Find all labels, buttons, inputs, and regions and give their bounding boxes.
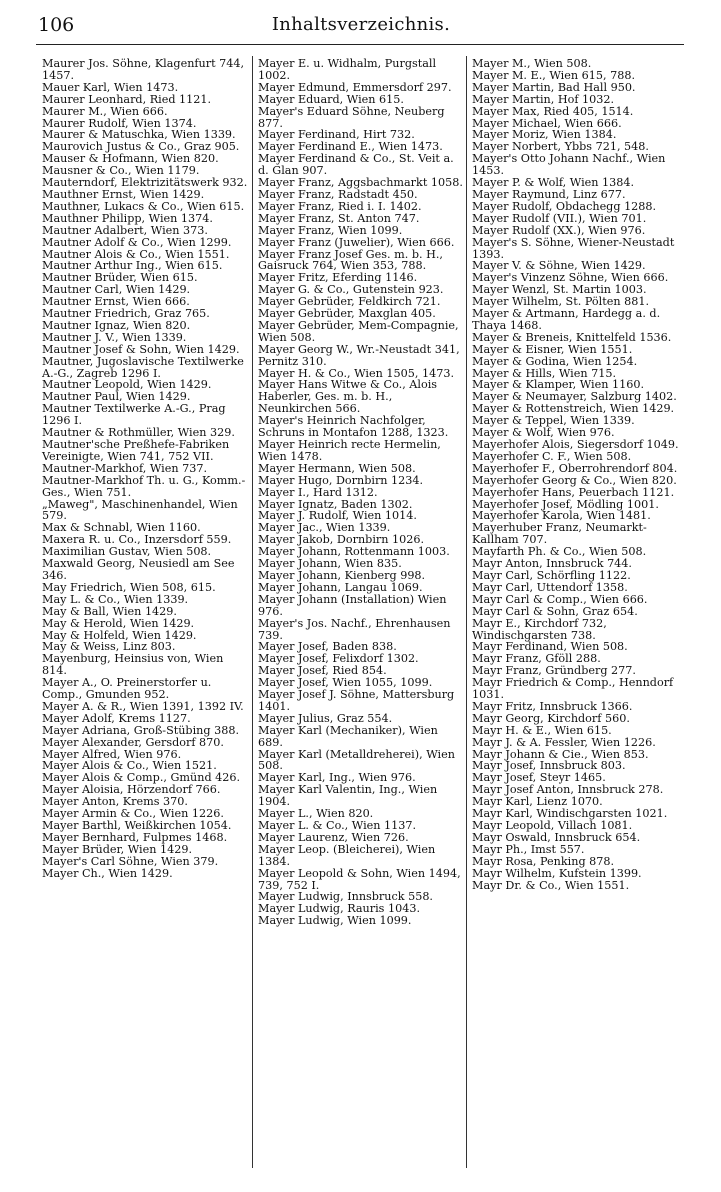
index-entry: Mayr Ph., Imst 557. [472, 842, 585, 856]
index-entry: Maurer & Matuschka, Wien 1339. [42, 128, 236, 142]
index-entry: Mayer L., Wien 820. [258, 807, 374, 821]
index-entry: Mayer Hans Witwe & Co., Alois Haberler, Ges. m. b. H., Neunkirchen 566. [258, 378, 438, 416]
index-entry: Mauterndorf, Elektrizitätswerk 932. [42, 176, 248, 190]
index-entry: Mautner Brüder, Wien 615. [42, 271, 198, 285]
index-entry: Mayer Martin, Bad Hall 950. [472, 80, 636, 94]
page-number: 106 [38, 14, 75, 36]
index-entry: Mayer Alexander, Gersdorf 870. [42, 735, 224, 749]
index-entry: Mayr Anton, Innsbruck 744. [472, 557, 632, 571]
index-entry: Mayer V. & Söhne, Wien 1429. [472, 259, 646, 273]
index-entry: Mayer Ferdinand, Hirt 732. [258, 128, 415, 142]
index-entry: Mautner Ernst, Wien 666. [42, 295, 190, 309]
index-entry: Mayer Franz, Radstadt 450. [258, 187, 418, 201]
index-entry: Mayer & Neumayer, Salzburg 1402. [472, 390, 677, 404]
index-entry: Mayer Josef, Ried 854. [258, 664, 387, 678]
index-entry: Maximilian Gustav, Wien 508. [42, 545, 212, 559]
index-entry: Mayer Barthl, Weißkirchen 1054. [42, 819, 232, 832]
index-entry: Mayer's Vinzenz Söhne, Wien 666. [472, 271, 669, 285]
index-entry: Mayr Franz, Gföll 288. [472, 652, 601, 666]
index-entry: Maxwald Georg, Neusiedl am See 346. [42, 557, 235, 582]
index-entry: Mayer Alois & Co., Wien 1521. [42, 759, 217, 773]
index-entry: Mayr Carl & Comp., Wien 666. [472, 592, 648, 606]
index-entry: Maurer Leonhard, Ried 1121. [42, 92, 212, 106]
index-entry: Mayr Wilhelm, Kufstein 1399. [472, 866, 642, 880]
index-entry: Mayer Karl, Ing., Wien 976. [258, 771, 416, 785]
index-entry: Mayer Johann, Rottenmann 1003. [258, 545, 450, 559]
index-entry: Mautner Textilwerke A.-G., Prag 1296 I. [42, 402, 226, 428]
index-entry: Mayer & Artmann, Hardegg a. d. Thaya 1468. [472, 307, 661, 332]
index-entry: Mayer Franz, Aggsbachmarkt 1058. [258, 176, 463, 190]
index-entry: Maurer Jos. Söhne, Klagenfurt 744, 1457. [42, 57, 245, 82]
index-entry: Mayer Martin, Hof 1032. [472, 92, 615, 106]
index-entry: Mayer Max, Ried 405, 1514. [472, 104, 634, 118]
index-entry: Mayerhuber Franz, Neumarkt-Kallham 707. [472, 521, 647, 547]
index-entry: Mayenburg, Heinsius von, Wien 814. [42, 652, 224, 678]
index-entry: May & Weiss, Linz 803. [42, 640, 176, 654]
index-entry: Mautner J. V., Wien 1339. [42, 330, 187, 344]
index-entry: Mayer Ludwig, Wien 1099. [258, 914, 412, 928]
index-entry: Mayer Johann, Langau 1069. [258, 580, 423, 594]
index-entry: Mayr Karl, Lienz 1070. [472, 795, 603, 809]
index-entry: Mauthner Philipp, Wien 1374. [42, 211, 213, 225]
index-entry: Mayer & Teppel, Wien 1339. [472, 414, 635, 428]
index-entry: Mayer M. E., Wien 615, 788. [472, 68, 636, 82]
index-entry: Mayer Karl (Metalldreherei), Wien 508. [258, 747, 455, 773]
index-entry: Mayer Brüder, Wien 1429. [42, 842, 193, 856]
page-title: Inhaltsverzeichnis. [271, 14, 451, 35]
index-entry: Mayer Franz, Ried i. I. 1402. [258, 199, 422, 213]
index-entry: Mauer Karl, Wien 1473. [42, 80, 179, 94]
index-entry: Mayer Gebrüder, Mem-Compagnie, Wien 508. [258, 318, 459, 344]
index-entry: Mayer Aloisia, Hörzendorf 766. [42, 783, 221, 797]
index-entry: Mayer Franz (Juwelier), Wien 666. [258, 235, 455, 249]
index-entry: Mayer Fritz, Eferding 1146. [258, 271, 418, 285]
header-rule [36, 44, 684, 45]
index-entry: Mayr Fritz, Innsbruck 1366. [472, 699, 633, 713]
index-entry: Max & Schnabl, Wien 1160. [42, 521, 201, 535]
index-entry: Mayer Franz, St. Anton 747. [258, 211, 420, 225]
index-entry: Mautner Adolf & Co., Wien 1299. [42, 235, 232, 249]
index-entry: Mautner & Rothmüller, Wien 329. [42, 426, 235, 440]
index-entry: Mayr Karl, Windischgarsten 1021. [472, 807, 668, 821]
index-entry: Mayer Franz Josef Ges. m. b. H., Gaisruck 764, Wien 353, 788. [258, 247, 443, 273]
index-entry: Mayer A. & R., Wien 1391, 1392 IV. [42, 699, 244, 713]
index-entry: Mautner Leopold, Wien 1429. [42, 378, 212, 392]
index-entry: Mayr Josef, Steyr 1465. [472, 771, 606, 785]
index-entry: Mauthner, Lukacs & Co., Wien 615. [42, 199, 245, 213]
index-entry: Mayer Wilhelm, St. Pölten 881. [472, 295, 649, 309]
index-column-1 [42, 58, 248, 880]
index-entry: Mayer Rudolf (XX.), Wien 976. [472, 223, 646, 237]
index-entry: Mautner Arthur Ing., Wien 615. [42, 259, 223, 273]
index-entry: Mayerhofer Josef, Mödling 1001. [472, 497, 659, 511]
index-entry: Mayer Wenzl, St. Martin 1003. [472, 283, 647, 297]
index-entry: May L. & Co., Wien 1339. [42, 592, 189, 606]
index-entry: Mautner Alois & Co., Wien 1551. [42, 247, 230, 261]
index-entry: Mayer & Godina, Wien 1254. [472, 354, 638, 368]
index-entry: Mayr Leopold, Villach 1081. [472, 819, 633, 832]
index-entry: Mayerhofer Karola, Wien 1481. [472, 509, 651, 523]
index-entry: Mayer Adriana, Groß-Stübing 388. [42, 723, 240, 737]
index-entry: Mayer's S. Söhne, Wiener-Neustadt 1393. [472, 235, 675, 261]
index-entry: May & Holfeld, Wien 1429. [42, 628, 197, 642]
index-entry: Maurovich Justus & Co., Graz 905. [42, 140, 240, 154]
index-entry: Mayr H. & E., Wien 615. [472, 723, 612, 737]
index-entry: Mayer Georg W., Wr.-Neustadt 341, Pernitz 310. [258, 342, 460, 368]
index-entry: Mayer Gebrüder, Feldkirch 721. [258, 295, 441, 309]
index-entry: Mautner Josef & Sohn, Wien 1429. [42, 342, 240, 356]
page-header [38, 14, 684, 40]
index-entry: Mayer Moriz, Wien 1384. [472, 128, 617, 142]
index-entry: Mayer Alfred, Wien 976. [42, 747, 182, 761]
index-entry: Mayer Bernhard, Fulpmes 1468. [42, 830, 228, 844]
index-entry: Mayer A., O. Preinerstorfer u. Comp., Gmunden 952. [42, 676, 212, 702]
index-entry: Mayfarth Ph. & Co., Wien 508. [472, 545, 647, 559]
index-entry: „Maweg", Maschinenhandel, Wien 579. [42, 497, 238, 523]
index-entry: Mayr Johann & Cie., Wien 853. [472, 747, 649, 761]
index-entry: Mayer Gebrüder, Maxglan 405. [258, 307, 436, 321]
index-entry: Mayer I., Hard 1312. [258, 485, 378, 499]
index-entry: Mayr Josef Anton, Innsbruck 278. [472, 783, 664, 797]
index-entry: Mayer's Eduard Söhne, Neuberg 877. [258, 104, 445, 130]
index-entry: Mayer Rudolf (VII.), Wien 701. [472, 211, 647, 225]
index-entry: Mayer Alois & Comp., Gmünd 426. [42, 771, 241, 785]
index-entry: Mayer Ignatz, Baden 1302. [258, 497, 413, 511]
index-entry: Mayr Franz, Gründberg 277. [472, 664, 636, 678]
index-column-2 [258, 58, 464, 927]
index-entry: Mayer Laurenz, Wien 726. [258, 830, 409, 844]
index-entry: Mayer Julius, Graz 554. [258, 711, 393, 725]
index-entry: Mayer's Carl Söhne, Wien 379. [42, 854, 219, 868]
index-entry: Mayer Edmund, Emmersdorf 297. [258, 80, 452, 94]
index-entry: Mayer Josef J. Söhne, Mattersburg 1401. [258, 688, 455, 713]
index-entry: Mayer Ch., Wien 1429. [42, 866, 173, 880]
index-entry: Mautner Carl, Wien 1429. [42, 283, 191, 297]
index-entry: Mayerhofer Hans, Peuerbach 1121. [472, 485, 675, 499]
index-entry: Mayer Hermann, Wien 508. [258, 461, 416, 475]
index-entry: Mayer & Eisner, Wien 1551. [472, 342, 633, 356]
index-entry: Mayer's Heinrich Nachfolger, Schruns in Montafon 1288, 1323. [258, 414, 449, 440]
index-entry: Mautner Paul, Wien 1429. [42, 390, 191, 404]
index-entry: May & Herold, Wien 1429. [42, 616, 195, 630]
index-entry: Mayr J. & A. Fessler, Wien 1226. [472, 735, 656, 749]
index-entry: Mayerhofer Georg & Co., Wien 820. [472, 473, 677, 487]
index-entry: Mayer's Jos. Nachf., Ehrenhausen 739. [258, 616, 451, 642]
index-entry: Mayer Johann (Installation) Wien 976. [258, 592, 447, 618]
index-entry: Mayer L. & Co., Wien 1137. [258, 819, 417, 832]
index-entry: Mayr Friedrich & Comp., Henndorf 1031. [472, 676, 674, 702]
index-entry: Mayer & Klamper, Wien 1160. [472, 378, 645, 392]
index-entry: Mayer Johann, Kienberg 998. [258, 568, 426, 582]
index-entry: Mayerhofer Alois, Siegersdorf 1049. [472, 438, 679, 451]
index-entry: Mauthner Ernst, Wien 1429. [42, 187, 205, 201]
index-entry: May & Ball, Wien 1429. [42, 604, 177, 618]
index-entry: Mayr Rosa, Penking 878. [472, 854, 615, 868]
index-entry: Mautner Ignaz, Wien 820. [42, 318, 191, 332]
index-entry: Mayer Adolf, Krems 1127. [42, 711, 191, 725]
index-entry: Maxera R. u. Co., Inzersdorf 559. [42, 533, 232, 547]
index-entry: Mayer Anton, Krems 370. [42, 795, 188, 809]
index-column-3 [472, 58, 684, 891]
index-entry: Mayer Hugo, Dornbirn 1234. [258, 473, 424, 487]
index-entry: Mayerhofer F., Oberrohrendorf 804. [472, 461, 678, 475]
index-entry: Mayer Ferdinand E., Wien 1473. [258, 140, 443, 154]
index-entry: Maurer M., Wien 666. [42, 104, 168, 118]
index-entry: Mayr Josef, Innsbruck 803. [472, 759, 626, 773]
index-entry: Mayer Josef, Felixdorf 1302. [258, 652, 419, 666]
index-entry: Mayer Rudolf, Obdachegg 1288. [472, 199, 657, 213]
index-entry: Mayer's Otto Johann Nachf., Wien 1453. [472, 152, 666, 178]
index-entry: Mayer Ludwig, Rauris 1043. [258, 902, 421, 916]
index-entry: Mautner-Markhof, Wien 737. [42, 461, 207, 475]
index-entry: Maurer Rudolf, Wien 1374. [42, 116, 197, 130]
index-entry: Mayr Georg, Kirchdorf 560. [472, 711, 630, 725]
index-entry: Mayer Michael, Wien 666. [472, 116, 622, 130]
index-entry: Mayer Josef, Baden 838. [258, 640, 397, 654]
index-entry: Mayer J. Rudolf, Wien 1014. [258, 509, 417, 523]
index-entry: Mayer Johann, Wien 835. [258, 557, 402, 571]
column-divider-1 [252, 56, 253, 1168]
index-entry: Mausner & Co., Wien 1179. [42, 164, 200, 178]
index-entry: Mayr Carl, Uttendorf 1358. [472, 580, 628, 594]
index-entry: Mayr Oswald, Innsbruck 654. [472, 830, 641, 844]
index-entry: Mayer Heinrich recte Hermelin, Wien 1478. [258, 438, 441, 463]
index-entry: Mayer H. & Co., Wien 1505, 1473. [258, 366, 454, 380]
index-entry: Mayer Norbert, Ybbs 721, 548. [472, 140, 649, 154]
index-entry: Mayer Eduard, Wien 615. [258, 92, 404, 106]
index-entry: Mayer G. & Co., Gutenstein 923. [258, 283, 444, 297]
index-entry: Mayer Ferdinand & Co., St. Veit a. d. Glan 907. [258, 152, 454, 178]
index-entry: Mayer & Wolf, Wien 976. [472, 426, 615, 440]
index-entry: Mautner Friedrich, Graz 765. [42, 307, 210, 321]
index-entry: Mautner-Markhof Th. u. G., Komm.-Ges., Wien 751. [42, 473, 246, 499]
index-entry: Mayer Leop. (Bleicherei), Wien 1384. [258, 842, 436, 868]
index-entry: Mayer E. u. Widhalm, Purgstall 1002. [258, 57, 437, 82]
index-entry: Mayr Carl & Sohn, Graz 654. [472, 604, 638, 618]
index-entry: May Friedrich, Wien 508, 615. [42, 580, 216, 594]
index-entry: Mayr Dr. & Co., Wien 1551. [472, 878, 630, 892]
index-entry: Mayer Karl Valentin, Ing., Wien 1904. [258, 783, 438, 809]
index-entry: Mayer & Hills, Wien 715. [472, 366, 617, 380]
index-entry: Mautner, Jugoslavische Textilwerke A.-G., Zagreb 1296 I. [42, 354, 244, 380]
index-entry: Mayer Josef, Wien 1055, 1099. [258, 676, 433, 690]
index-entry: Mayr Ferdinand, Wien 508. [472, 640, 628, 654]
index-entry: Mayer & Rottenstreich, Wien 1429. [472, 402, 675, 416]
index-entry: Mayer Jakob, Dornbirn 1026. [258, 533, 425, 547]
index-entry: Mauser & Hofmann, Wien 820. [42, 152, 219, 166]
index-entry: Mayr E., Kirchdorf 732, Windischgarsten 738. [472, 616, 607, 642]
index-entry: Mayer Armin & Co., Wien 1226. [42, 807, 224, 821]
index-entry: Mayer M., Wien 508. [472, 57, 592, 70]
index-entry: Mayer Ludwig, Innsbruck 558. [258, 890, 433, 904]
index-entry: Mayerhofer C. F., Wien 508. [472, 449, 632, 463]
index-entry: Mautner'sche Preßhefe-Fabriken Vereinigte, Wien 741, 752 VII. [42, 438, 230, 463]
index-entry: Mayer Franz, Wien 1099. [258, 223, 403, 237]
index-entry: Mayer P. & Wolf, Wien 1384. [472, 176, 635, 190]
index-entry: Mayer & Breneis, Knittelfeld 1536. [472, 330, 672, 344]
column-divider-2 [466, 56, 467, 1168]
index-entry: Mayer Karl (Mechaniker), Wien 689. [258, 723, 438, 749]
index-entry: Mayer Leopold & Sohn, Wien 1494, 739, 752 I. [258, 866, 461, 892]
index-entry: Mayr Carl, Schörfling 1122. [472, 568, 631, 582]
index-entry: Mayer Raymund, Linz 677. [472, 187, 626, 201]
index-entry: Mayer Jac., Wien 1339. [258, 521, 391, 535]
index-entry: Mautner Adalbert, Wien 373. [42, 223, 208, 237]
